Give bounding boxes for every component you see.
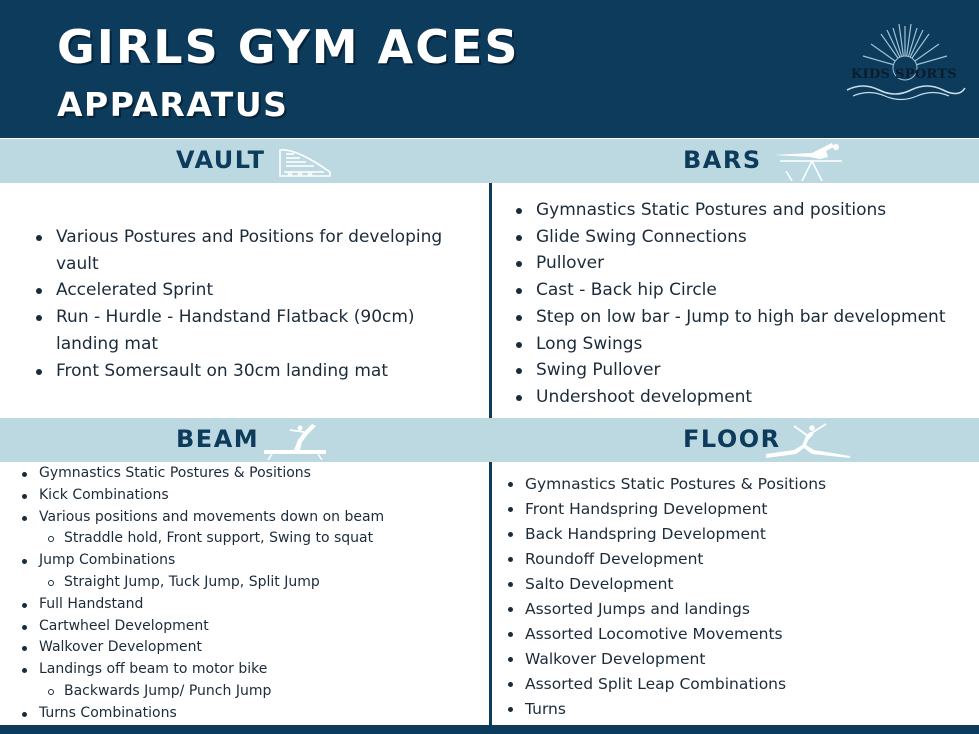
list-item: Assorted Split Leap Combinations — [508, 672, 968, 697]
list-item: Assorted Jumps and landings — [508, 597, 968, 622]
list-item: Gymnastics Static Postures & Positions — [22, 463, 482, 485]
vault-heading: VAULT — [176, 146, 266, 174]
floor-heading: FLOOR — [683, 425, 781, 453]
list-item: Glide Swing Connections — [516, 224, 976, 251]
beam-content — [22, 463, 482, 725]
list-item: Turns Combinations — [22, 703, 482, 725]
list-item: Jump Combinations — [22, 550, 482, 572]
floor-content — [508, 472, 968, 722]
bars-gymnast-icon — [772, 141, 844, 185]
list-item: Cartwheel Development — [22, 616, 482, 638]
list-item: Assorted Locomotive Movements — [508, 622, 968, 647]
list-item: Various Postures and Positions for developing vault — [36, 224, 476, 277]
column-divider-bottom — [489, 462, 492, 725]
list-item: Step on low bar - Jump to high bar development — [516, 304, 976, 331]
logo-text: KIDS SPORTS — [851, 67, 957, 82]
list-item: Full Handstand — [22, 594, 482, 616]
floor-leap-gymnast-icon — [764, 418, 852, 466]
list-item: Swing Pullover — [516, 357, 976, 384]
sub-list-item: Straddle hold, Front support, Swing to squat — [22, 528, 482, 550]
list-item: Accelerated Sprint — [36, 277, 476, 304]
vault-list — [36, 224, 476, 384]
list-item: Run - Hurdle - Handstand Flatback (90cm) landing mat — [36, 304, 476, 357]
list-item: Gymnastics Static Postures and positions — [516, 197, 976, 224]
section-band-top — [0, 139, 979, 183]
beam-list — [22, 463, 482, 725]
list-item: Kick Combinations — [22, 485, 482, 507]
vault-springboard-icon — [276, 142, 334, 184]
floor-list — [508, 472, 968, 722]
vault-content — [36, 224, 476, 384]
section-band-bottom — [0, 418, 979, 462]
list-item: Walkover Development — [22, 637, 482, 659]
list-item: Front Handspring Development — [508, 497, 968, 522]
list-item: Various positions and movements down on beam — [22, 507, 482, 529]
beam-heading: BEAM — [176, 425, 260, 453]
list-item: Walkover Development — [508, 647, 968, 672]
column-divider-top — [489, 183, 492, 418]
footer-bar — [0, 725, 979, 734]
page-subtitle: APPARATUS — [57, 85, 289, 124]
list-item: Roundoff Development — [508, 547, 968, 572]
logo-graphic — [843, 22, 968, 102]
sunburst-waves-logo-icon — [843, 22, 968, 102]
list-item: Turns — [508, 697, 968, 722]
sub-list-item: Straight Jump, Tuck Jump, Split Jump — [22, 572, 482, 594]
page-title: GIRLS GYM ACES — [57, 20, 520, 74]
list-item: Front Somersault on 30cm landing mat — [36, 358, 476, 385]
list-item: Long Swings — [516, 331, 976, 358]
list-item: Landings off beam to motor bike — [22, 659, 482, 681]
bars-content — [516, 197, 976, 411]
list-item: Gymnastics Static Postures & Positions — [508, 472, 968, 497]
bars-list — [516, 197, 976, 411]
list-item: Salto Development — [508, 572, 968, 597]
list-item: Cast - Back hip Circle — [516, 277, 976, 304]
beam-gymnast-icon — [260, 420, 330, 464]
list-item: Pullover — [516, 250, 976, 277]
header-banner — [0, 0, 979, 138]
bars-heading: BARS — [683, 146, 762, 174]
list-item: Undershoot development — [516, 384, 976, 411]
sub-list-item: Backwards Jump/ Punch Jump — [22, 681, 482, 703]
list-item: Back Handspring Development — [508, 522, 968, 547]
